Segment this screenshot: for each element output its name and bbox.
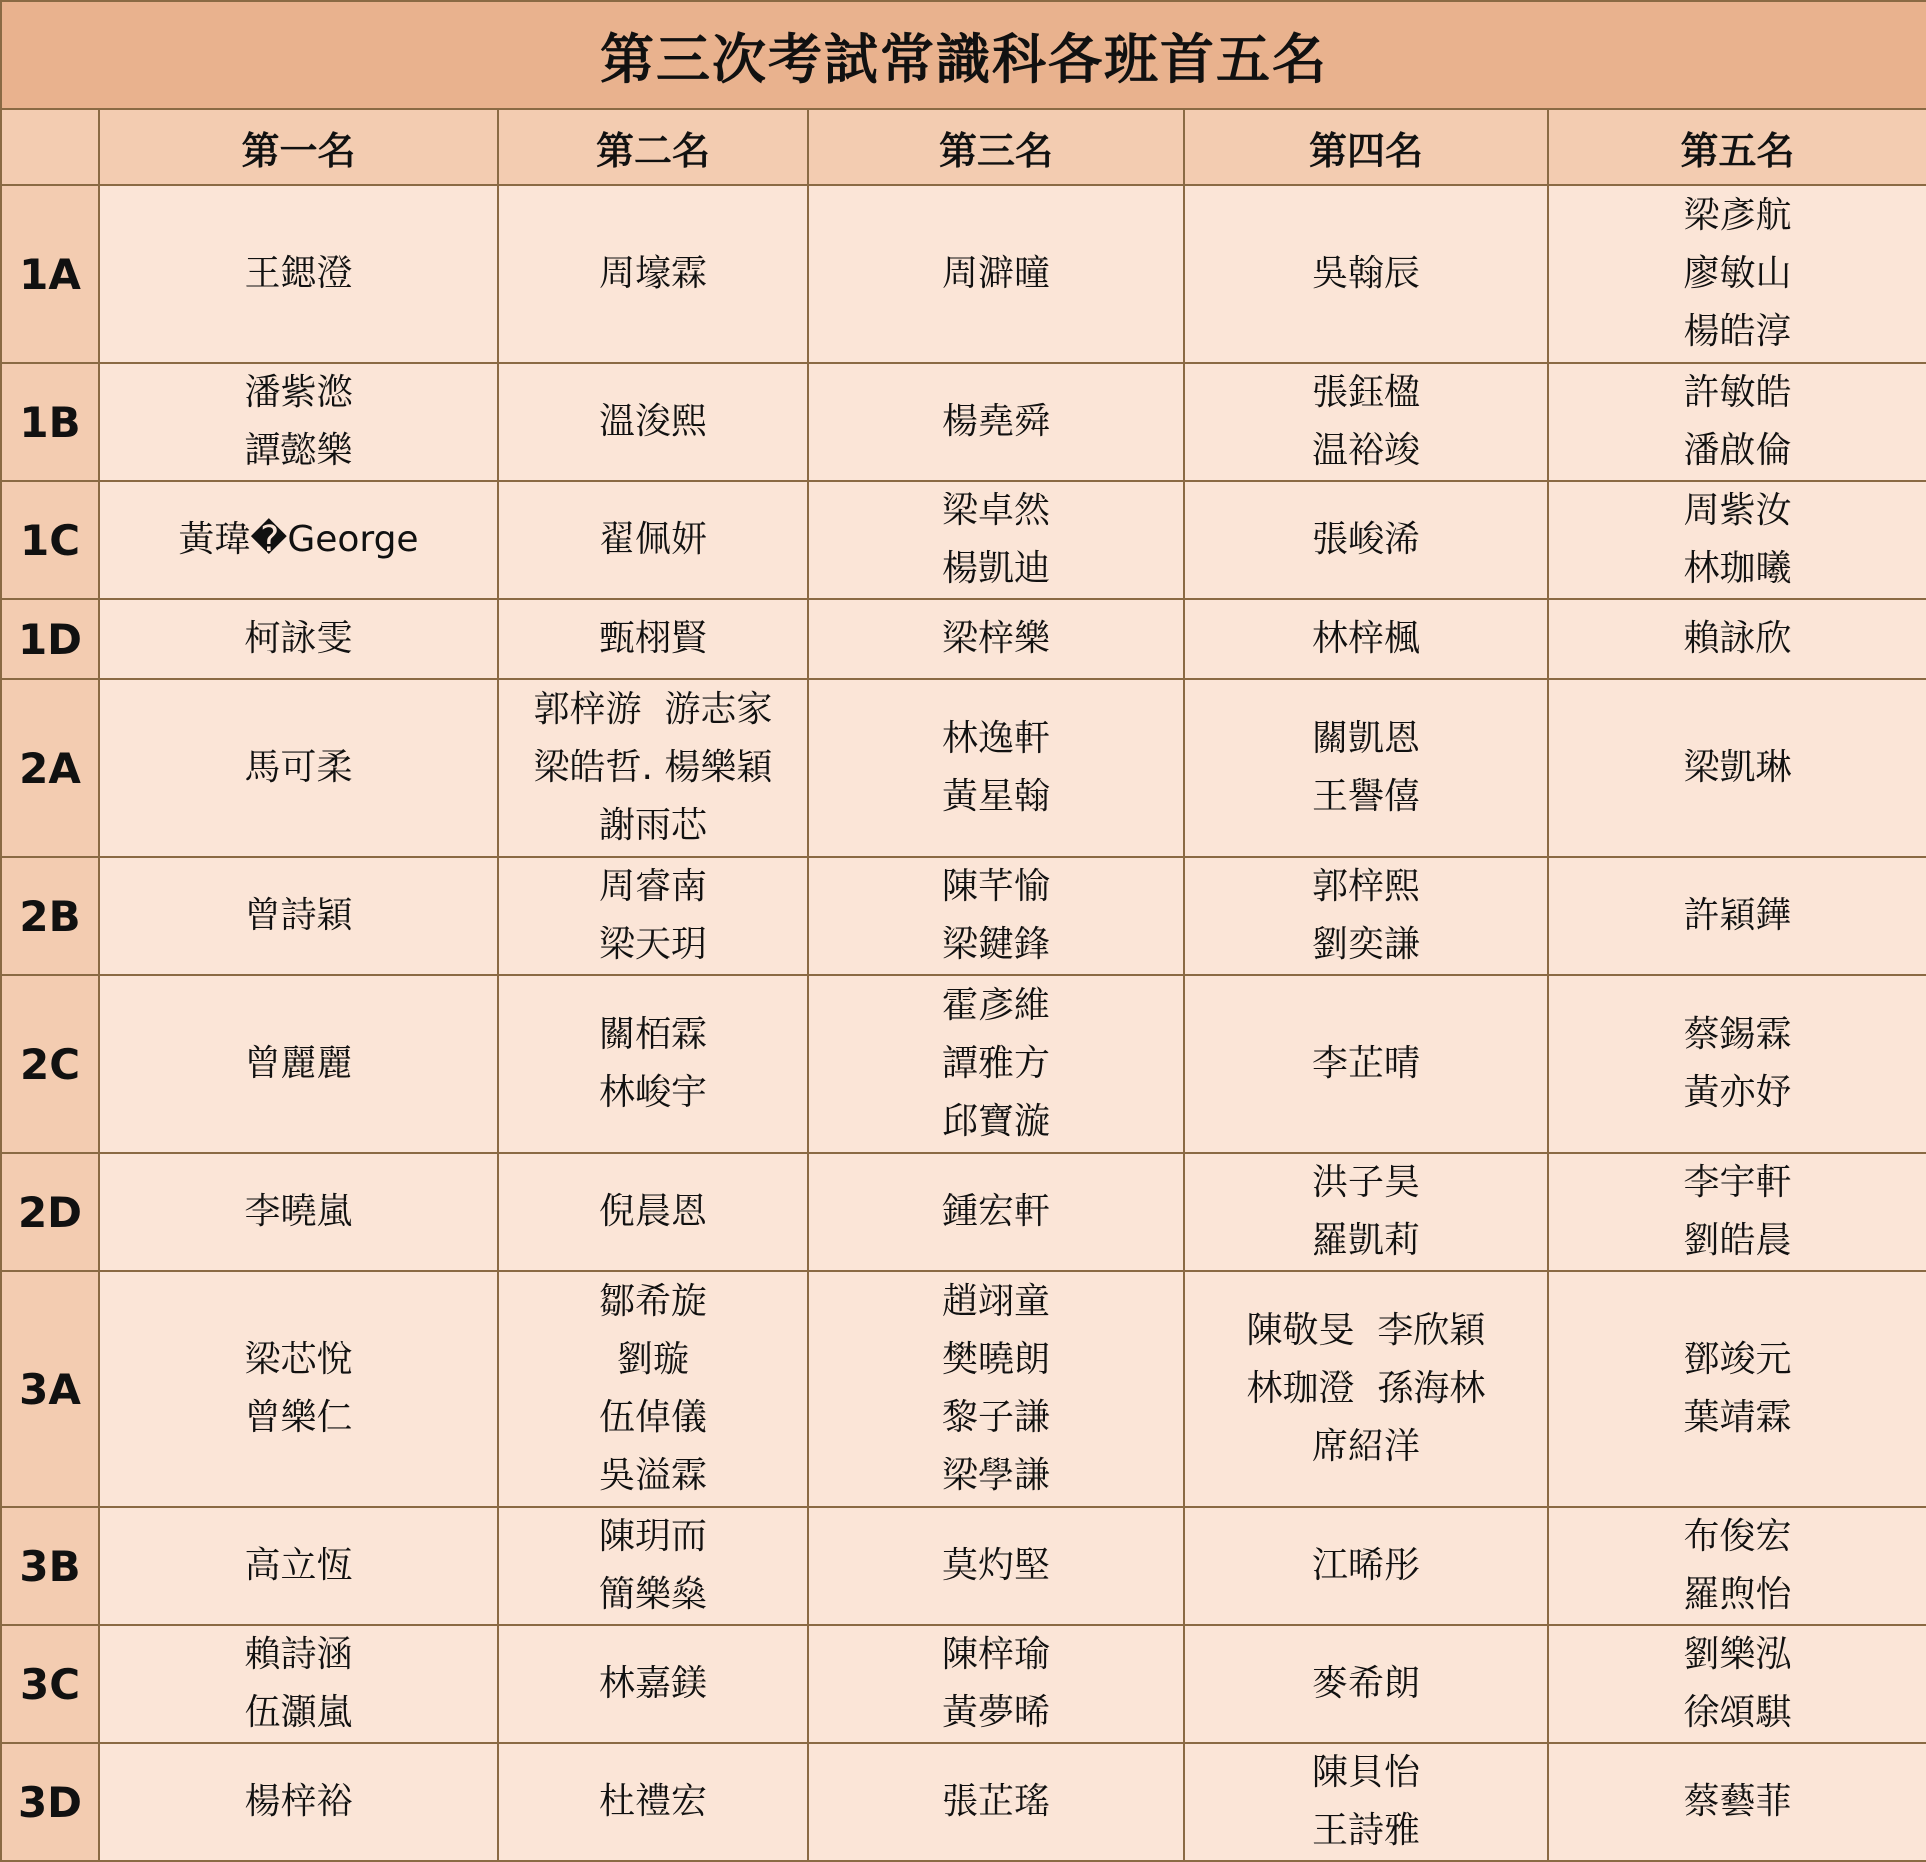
student-name: 譚雅方 <box>941 1043 1050 1084</box>
student-name: 麥希朗 <box>1311 1663 1420 1704</box>
student-name: 劉璇 <box>616 1339 689 1380</box>
student-name: 林嘉鎂 <box>598 1663 707 1704</box>
rank-cell <box>1184 975 1548 1153</box>
student-name: 樊曉朗 <box>941 1339 1050 1380</box>
rank-cell <box>498 185 808 363</box>
student-name: 梁梓樂 <box>941 618 1050 659</box>
student-name: 葉靖霖 <box>1683 1397 1792 1438</box>
student-name: 陳梓瑜 <box>941 1634 1050 1675</box>
student-name: 王鍶澄 <box>244 253 353 294</box>
class-label: 2B <box>1 857 99 975</box>
rank-cell <box>99 679 498 857</box>
table-row <box>1 481 1926 599</box>
student-name: 梁學謙 <box>941 1455 1050 1496</box>
rank-cell <box>1184 1743 1548 1861</box>
student-name: 潘啟倫 <box>1683 430 1792 471</box>
rank-cell <box>498 975 808 1153</box>
student-name: 林珈曦 <box>1683 548 1792 589</box>
rank-cell <box>1548 1153 1926 1271</box>
student-name: 周澼曈 <box>941 253 1050 294</box>
table-row <box>1 1507 1926 1625</box>
rank-cell <box>1548 1743 1926 1861</box>
student-name: 梁彥航 <box>1683 195 1792 236</box>
student-name: 伍灝嵐 <box>244 1692 353 1733</box>
student-name: 張鈺楹 <box>1311 372 1420 413</box>
table-row <box>1 1743 1926 1861</box>
class-label: 1B <box>1 363 99 481</box>
student-name: 李曉嵐 <box>244 1191 353 1232</box>
rank-cell <box>99 857 498 975</box>
student-name: 周紫汝 <box>1683 490 1792 531</box>
class-label: 1C <box>1 481 99 599</box>
table-row <box>1 1271 1926 1507</box>
student-name: 林珈澄 孫海林 <box>1246 1368 1486 1409</box>
table-row <box>1 679 1926 857</box>
rank-cell <box>99 481 498 599</box>
rank-cell <box>1184 481 1548 599</box>
rank-cell <box>808 185 1184 363</box>
page-title: 第三次考試常識科各班首五名 <box>1 1 1926 109</box>
student-name: 蔡錫霖 <box>1683 1014 1792 1055</box>
student-name: 許敏皓 <box>1683 372 1792 413</box>
student-name: 周壕霖 <box>598 253 707 294</box>
student-name: 翟佩妍 <box>598 519 707 560</box>
rank-cell <box>1548 599 1926 679</box>
column-header-2: 第二名 <box>498 109 808 185</box>
student-name: 吳翰辰 <box>1311 253 1420 294</box>
student-name: 莫灼堅 <box>941 1545 1050 1586</box>
student-name: 廖敏山 <box>1683 253 1792 294</box>
rank-cell <box>1548 185 1926 363</box>
column-header-5: 第五名 <box>1548 109 1926 185</box>
class-label: 1D <box>1 599 99 679</box>
student-name: 譚懿樂 <box>244 430 353 471</box>
student-name: 張峻浠 <box>1311 519 1420 560</box>
student-name: 張芷瑤 <box>941 1781 1050 1822</box>
rank-cell <box>808 1271 1184 1507</box>
rank-cell <box>99 1153 498 1271</box>
rank-cell <box>1184 185 1548 363</box>
rank-cell <box>808 1743 1184 1861</box>
student-name: 徐頌騏 <box>1683 1692 1792 1733</box>
rank-cell <box>1548 857 1926 975</box>
student-name: 曾樂仁 <box>244 1397 353 1438</box>
student-name: 梁皓哲. 楊樂穎 <box>533 747 773 788</box>
rank-cell <box>498 679 808 857</box>
student-name: 霍彥維 <box>941 985 1050 1026</box>
student-name: 蔡藝菲 <box>1683 1781 1792 1822</box>
student-name: 關栢霖 <box>598 1014 707 1055</box>
student-name: 劉樂泓 <box>1683 1634 1792 1675</box>
student-name: 鍾宏軒 <box>941 1191 1050 1232</box>
student-name: 黎子謙 <box>941 1397 1050 1438</box>
table-row <box>1 857 1926 975</box>
table-body <box>1 185 1926 1861</box>
student-name: 郭梓熙 <box>1311 866 1420 907</box>
student-name: 梁凱琳 <box>1683 747 1792 788</box>
rank-cell <box>1184 1153 1548 1271</box>
student-name: 高立恆 <box>244 1545 353 1586</box>
student-name: 甄栩賢 <box>598 618 707 659</box>
student-name: 席紹洋 <box>1311 1426 1420 1467</box>
rank-cell <box>498 1507 808 1625</box>
rank-cell <box>99 363 498 481</box>
rank-cell <box>808 975 1184 1153</box>
rank-cell <box>99 185 498 363</box>
rank-cell <box>808 857 1184 975</box>
student-name: 楊皓淳 <box>1683 311 1792 352</box>
student-name: 梁卓然 <box>941 490 1050 531</box>
rank-cell <box>99 1507 498 1625</box>
rank-cell <box>99 599 498 679</box>
student-name: 劉皓晨 <box>1683 1220 1792 1261</box>
student-name: 楊梓裕 <box>244 1781 353 1822</box>
student-name: 布俊宏 <box>1683 1516 1792 1557</box>
student-name: 吳溢霖 <box>598 1455 707 1496</box>
student-name: 伍倬儀 <box>598 1397 707 1438</box>
rank-cell <box>1184 857 1548 975</box>
student-name: 許穎鏵 <box>1683 895 1792 936</box>
table-row <box>1 975 1926 1153</box>
column-header-1: 第一名 <box>99 109 498 185</box>
student-name: 潘紫滺 <box>244 372 353 413</box>
rank-cell <box>808 1625 1184 1743</box>
student-name: 杜禮宏 <box>598 1781 707 1822</box>
column-header-row <box>1 109 1926 185</box>
student-name: 林逸軒 <box>941 718 1050 759</box>
student-name: 林峻宇 <box>598 1072 707 1113</box>
rank-cell <box>498 481 808 599</box>
rank-cell <box>808 1507 1184 1625</box>
corner-cell <box>1 109 99 185</box>
student-name: 楊凱迪 <box>941 548 1050 589</box>
student-name: 溫浚熙 <box>598 401 707 442</box>
student-name: 馬可柔 <box>244 747 353 788</box>
rank-cell <box>808 363 1184 481</box>
rank-cell <box>99 1743 498 1861</box>
student-name: 羅凱莉 <box>1311 1220 1420 1261</box>
rank-cell <box>808 1153 1184 1271</box>
student-name: 江晞彤 <box>1311 1545 1420 1586</box>
class-label: 3D <box>1 1743 99 1861</box>
rank-cell <box>808 679 1184 857</box>
rank-cell <box>1184 679 1548 857</box>
rank-cell <box>1184 1507 1548 1625</box>
class-label: 3B <box>1 1507 99 1625</box>
rank-cell <box>498 1271 808 1507</box>
rank-cell <box>99 1271 498 1507</box>
student-name: 楊堯舜 <box>941 401 1050 442</box>
student-name: 黃夢晞 <box>941 1692 1050 1733</box>
rank-cell <box>99 1625 498 1743</box>
rank-cell <box>808 599 1184 679</box>
rank-cell <box>1548 363 1926 481</box>
rank-cell <box>1184 1625 1548 1743</box>
rank-cell <box>1548 679 1926 857</box>
student-name: 黃瑋�George <box>178 519 419 560</box>
student-name: 陳敬旻 李欣穎 <box>1246 1310 1486 1351</box>
student-name: 温裕竣 <box>1311 430 1420 471</box>
student-name: 梁天玥 <box>598 924 707 965</box>
student-name: 趙翊童 <box>941 1281 1050 1322</box>
table-row <box>1 1153 1926 1271</box>
rank-cell <box>808 481 1184 599</box>
student-name: 林梓楓 <box>1311 618 1420 659</box>
student-name: 簡樂燊 <box>598 1574 707 1615</box>
table-row <box>1 185 1926 363</box>
rank-cell <box>498 1153 808 1271</box>
student-name: 賴詠欣 <box>1683 618 1792 659</box>
rank-cell <box>1548 1625 1926 1743</box>
student-name: 劉奕謙 <box>1311 924 1420 965</box>
rank-cell <box>498 857 808 975</box>
rank-cell <box>1184 599 1548 679</box>
student-name: 李宇軒 <box>1683 1162 1792 1203</box>
student-name: 周睿南 <box>598 866 707 907</box>
class-label: 3C <box>1 1625 99 1743</box>
student-name: 羅煦怡 <box>1683 1574 1792 1615</box>
student-name: 曾麗麗 <box>244 1043 353 1084</box>
table-row <box>1 363 1926 481</box>
student-name: 洪子昊 <box>1311 1162 1420 1203</box>
student-name: 李芷晴 <box>1311 1043 1420 1084</box>
student-name: 陳貝怡 <box>1311 1752 1420 1793</box>
student-name: 陳玥而 <box>598 1516 707 1557</box>
rank-cell <box>498 1743 808 1861</box>
class-label: 2C <box>1 975 99 1153</box>
student-name: 曾詩穎 <box>244 895 353 936</box>
rank-cell <box>1184 363 1548 481</box>
table-row <box>1 1625 1926 1743</box>
student-name: 王譽僖 <box>1311 776 1420 817</box>
student-name: 黃亦妤 <box>1683 1072 1792 1113</box>
student-name: 柯詠雯 <box>244 618 353 659</box>
column-header-3: 第三名 <box>808 109 1184 185</box>
student-name: 陳芊愉 <box>941 866 1050 907</box>
student-name: 王詩雅 <box>1311 1810 1420 1851</box>
student-name: 鄒希旋 <box>598 1281 707 1322</box>
rank-cell <box>498 599 808 679</box>
class-label: 3A <box>1 1271 99 1507</box>
rank-cell <box>99 975 498 1153</box>
student-name: 邱寶漩 <box>941 1101 1050 1142</box>
rank-cell <box>1548 975 1926 1153</box>
student-name: 郭梓游 游志家 <box>533 689 773 730</box>
class-label: 1A <box>1 185 99 363</box>
class-label: 2A <box>1 679 99 857</box>
rank-cell <box>1184 1271 1548 1507</box>
rank-cell <box>498 363 808 481</box>
rank-cell <box>1548 481 1926 599</box>
student-name: 鄧竣元 <box>1683 1339 1792 1380</box>
student-name: 賴詩涵 <box>244 1634 353 1675</box>
table-row <box>1 599 1926 679</box>
student-name: 梁鍵鋒 <box>941 924 1050 965</box>
student-name: 梁芯悅 <box>244 1339 353 1380</box>
class-label: 2D <box>1 1153 99 1271</box>
rank-cell <box>1548 1271 1926 1507</box>
student-name: 謝雨芯 <box>598 805 707 846</box>
rank-cell <box>498 1625 808 1743</box>
column-header-4: 第四名 <box>1184 109 1548 185</box>
student-name: 黃星翰 <box>941 776 1050 817</box>
student-name: 關凱恩 <box>1311 718 1420 759</box>
student-name: 倪晨恩 <box>598 1191 707 1232</box>
rank-cell <box>1548 1507 1926 1625</box>
